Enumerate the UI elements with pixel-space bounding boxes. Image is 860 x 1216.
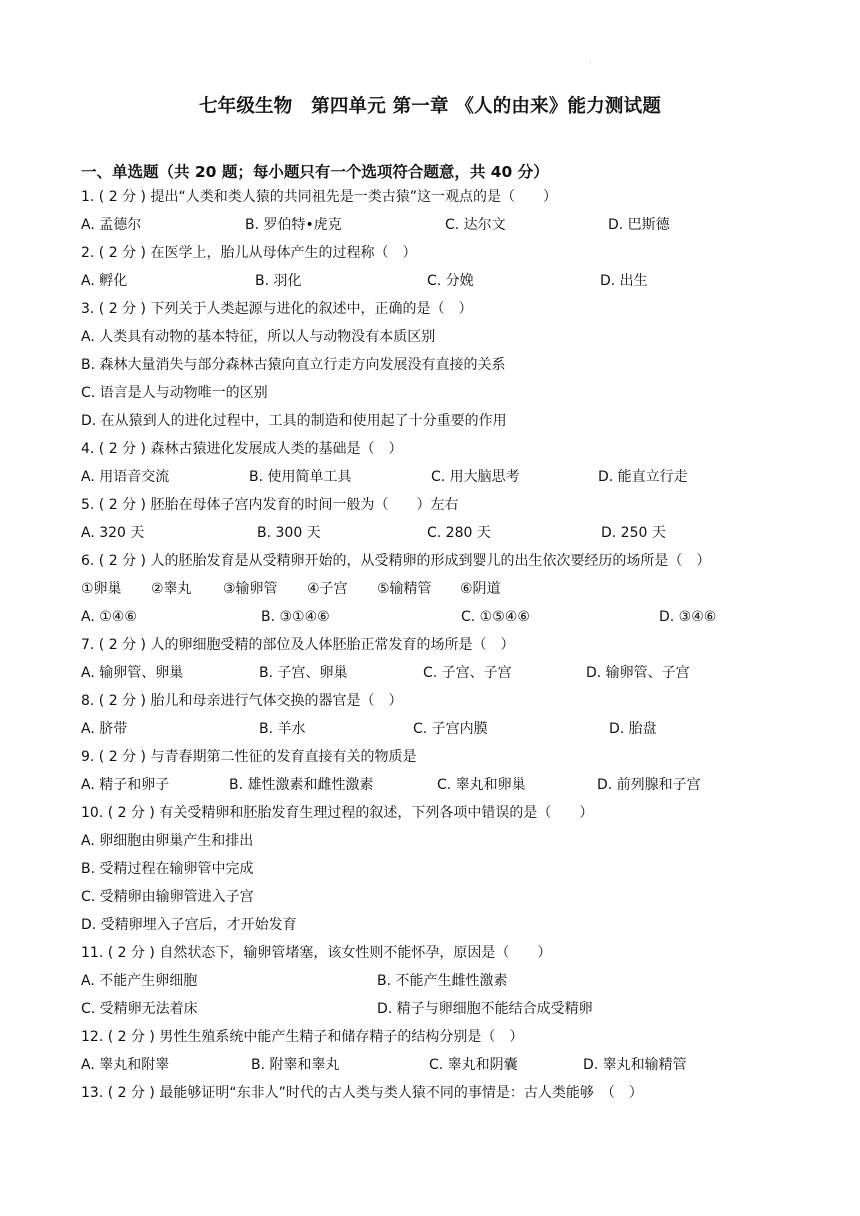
option-c: C. 子宫内膜: [413, 721, 488, 737]
option-a: A. 睾丸和附睾: [81, 1057, 170, 1073]
option-c: C. 睾丸和阴囊: [429, 1057, 518, 1073]
option-b: B. 雄性激素和雌性激素: [229, 777, 374, 793]
option-c: C. 受精卵无法着床: [81, 1001, 198, 1017]
option-d: D. 250 天: [601, 525, 666, 541]
option-b: B. 受精过程在输卵管中完成: [81, 861, 254, 877]
option-d: D. 输卵管、子宫: [586, 665, 690, 681]
option-b: B. ③①④⑥: [261, 609, 330, 625]
option-b: B. 森林大量消失与部分森林古猿向直立行走方向发展没有直接的关系: [81, 357, 506, 373]
question-stem: 10. ( 2 分 ) 有关受精卵和胚胎发育生理过程的叙述，下列各项中错误的是（ ）: [81, 805, 594, 821]
question-stem: 13. ( 2 分 ) 最能够证明“东非人”时代的古人类与类人猿不同的事情是：古人类能够 （ ）: [81, 1085, 643, 1101]
option-a: A. 精子和卵子: [81, 777, 170, 793]
item-6: ⑥阴道: [460, 581, 501, 597]
option-c: C. 受精卵由输卵管进入子宫: [81, 889, 254, 905]
question-stem: 12. ( 2 分 ) 男性生殖系统中能产生精子和储存精子的结构分别是（ ）: [81, 1029, 524, 1045]
option-a: A. 孵化: [81, 273, 128, 289]
option-c: C. ①⑤④⑥: [461, 609, 530, 625]
option-d: D. 受精卵埋入子宫后，才开始发育: [81, 917, 297, 933]
question-stem: 7. ( 2 分 ) 人的卵细胞受精的部位及人体胚胎正常发育的场所是（ ）: [81, 637, 515, 653]
option-c: C. 分娩: [427, 273, 474, 289]
item-2: ②睾丸: [151, 581, 192, 597]
option-d: D. 精子与卵细胞不能结合成受精卵: [377, 1001, 593, 1017]
option-b: B. 羽化: [255, 273, 302, 289]
option-d: D. 出生: [600, 273, 648, 289]
option-a: A. 320 天: [81, 525, 145, 541]
option-a: A. 卵细胞由卵巢产生和排出: [81, 833, 254, 849]
page-title: 七年级生物 第四单元 第一章 《人的由来》能力测试题: [198, 96, 662, 117]
option-c: C. 达尔文: [445, 217, 506, 233]
option-c: C. 280 天: [427, 525, 491, 541]
question-stem: 9. ( 2 分 ) 与青春期第二性征的发育直接有关的物质是: [81, 749, 417, 765]
option-c: C. 子宫、子宫: [423, 665, 512, 681]
option-a: A. 输卵管、卵巢: [81, 665, 184, 681]
section-heading: 一、单选题（共 20 题；每小题只有一个选项符合题意，共 40 分）: [81, 163, 549, 181]
question-stem: 1. ( 2 分 ) 提出“人类和类人猿的共同祖先是一类古猿”这一观点的是（ ）: [81, 189, 557, 205]
question-stem: 2. ( 2 分 ) 在医学上，胎儿从母体产生的过程称（ ）: [81, 245, 417, 261]
option-c: C. 语言是人与动物唯一的区别: [81, 385, 268, 401]
page-mark: ·: [589, 58, 592, 67]
question-stem: 4. ( 2 分 ) 森林古猿进化发展成人类的基础是（ ）: [81, 441, 403, 457]
question-stem: 11. ( 2 分 ) 自然状态下，输卵管堵塞，该女性则不能怀孕，原因是（ ）: [81, 945, 552, 961]
option-a: A. 人类具有动物的基本特征，所以人与动物没有本质区别: [81, 329, 436, 345]
option-a: A. 用语音交流: [81, 469, 170, 485]
option-d: D. 前列腺和子宫: [597, 777, 701, 793]
option-b: B. 使用简单工具: [249, 469, 352, 485]
option-d: D. 胎盘: [609, 721, 657, 737]
option-c: C. 睾丸和卵巢: [437, 777, 526, 793]
option-d: D. 能直立行走: [598, 469, 688, 485]
option-b: B. 附睾和睾丸: [251, 1057, 340, 1073]
option-a: A. 不能产生卵细胞: [81, 973, 198, 989]
option-a: A. 孟德尔: [81, 217, 142, 233]
option-b: B. 不能产生雌性激素: [377, 973, 508, 989]
option-a: A. ①④⑥: [81, 609, 137, 625]
item-4: ④子宫: [307, 581, 348, 597]
option-d: D. 在从猿到人的进化过程中，工具的制造和使用起了十分重要的作用: [81, 413, 507, 429]
option-d: D. 睾丸和输精管: [583, 1057, 687, 1073]
question-stem: 8. ( 2 分 ) 胎儿和母亲进行气体交换的器官是（ ）: [81, 693, 403, 709]
option-a: A. 脐带: [81, 721, 128, 737]
item-3: ③输卵管: [223, 581, 278, 597]
item-1: ①卵巢: [81, 581, 122, 597]
option-d: D. 巴斯德: [608, 217, 670, 233]
option-b: B. 子宫、卵巢: [259, 665, 348, 681]
option-b: B. 罗伯特•虎克: [245, 217, 342, 233]
question-stem: 5. ( 2 分 ) 胚胎在母体子宫内发育的时间一般为（ ）左右: [81, 497, 459, 513]
item-5: ⑤输精管: [377, 581, 432, 597]
option-c: C. 用大脑思考: [431, 469, 520, 485]
option-d: D. ③④⑥: [659, 609, 717, 625]
question-stem: 6. ( 2 分 ) 人的胚胎发育是从受精卵开始的，从受精卵的形成到婴儿的出生依次要经历的场所是（ ）: [81, 553, 711, 569]
question-stem: 3. ( 2 分 ) 下列关于人类起源与进化的叙述中，正确的是（ ）: [81, 301, 473, 317]
option-b: B. 羊水: [259, 721, 306, 737]
option-b: B. 300 天: [257, 525, 321, 541]
